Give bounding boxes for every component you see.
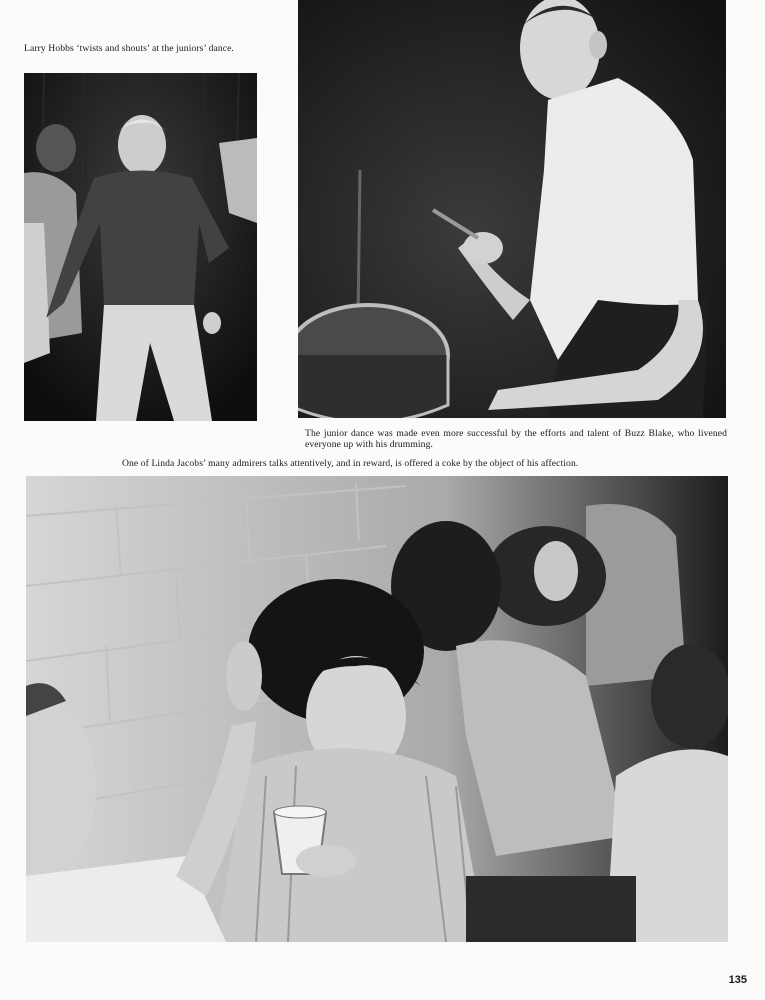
- photo-buzz-blake-drumming: [298, 0, 726, 418]
- caption-linda-jacobs: One of Linda Jacobs’ many admirers talks attentively, and in reward, is offered a coke by the object of his affection.: [122, 458, 579, 469]
- photo-linda-jacobs-admirers: [26, 476, 728, 942]
- photo-larry-hobbs-dancing: [24, 73, 257, 421]
- caption-buzz-blake: The junior dance was made even more successful by the efforts and talent of Buzz Blake, who livened everyone up with his drumming.: [305, 428, 727, 450]
- page-number: 135: [728, 974, 747, 986]
- caption-larry-hobbs: Larry Hobbs ‘twists and shouts’ at the juniors’ dance.: [24, 43, 234, 54]
